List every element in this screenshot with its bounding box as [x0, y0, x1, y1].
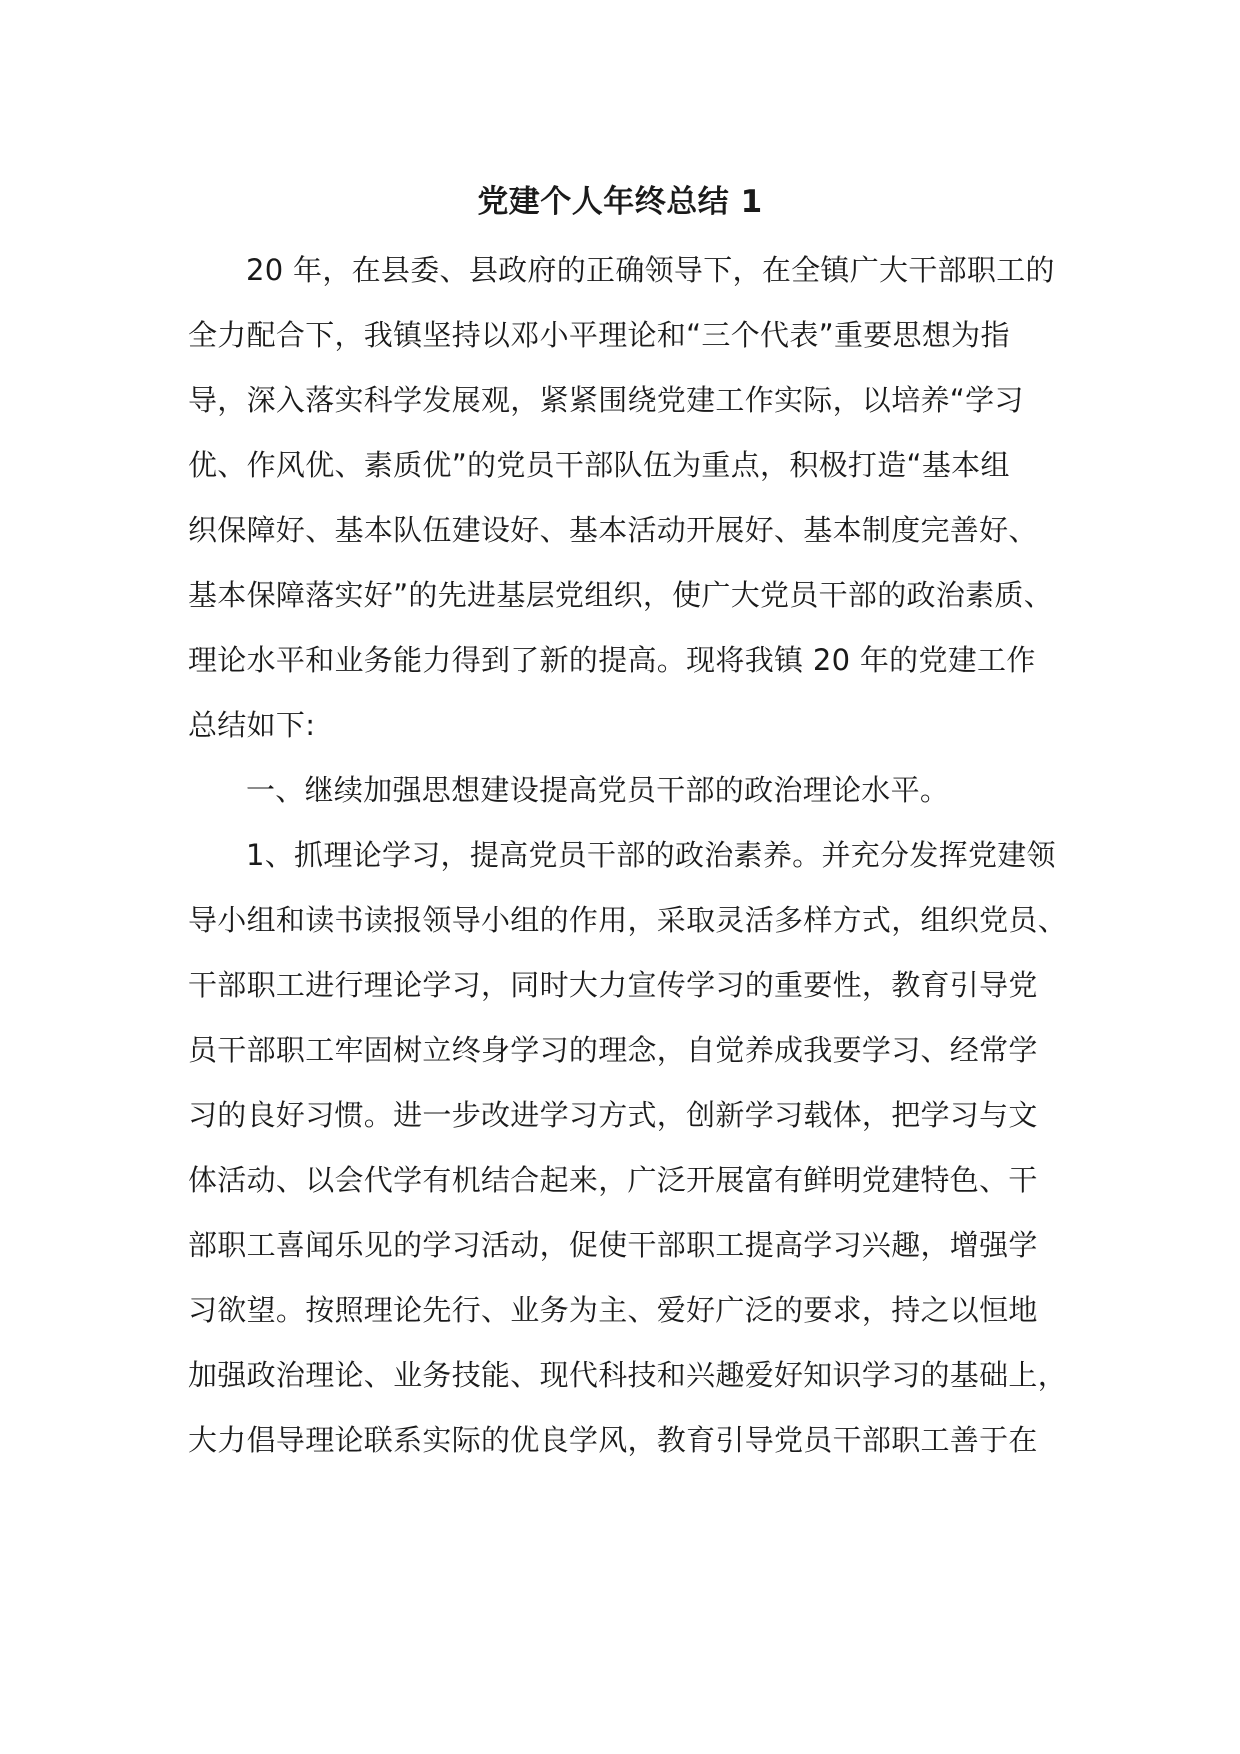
paragraph-line: 部职工喜闻乐见的学习活动，促使干部职工提高学习兴趣，增强学 [188, 1228, 1038, 1262]
section-heading [188, 758, 1058, 823]
paragraph-intro [188, 238, 1058, 758]
document-body [188, 238, 1068, 1473]
paragraph-line: 大力倡导理论联系实际的优良学风，教育引导党员干部职工善于在 [188, 1423, 1038, 1457]
paragraph-line: 习的良好习惯。进一步改进学习方式，创新学习载体，把学习与文 [188, 1098, 1038, 1132]
paragraph-line: 干部职工进行理论学习，同时大力宣传学习的重要性，教育引导党 [188, 968, 1038, 1002]
document-title: 党建个人年终总结 1 [477, 184, 763, 220]
paragraph-line: 20 年，在县委、县政府的正确领导下，在全镇广大干部职工的 [246, 253, 1055, 287]
paragraph-line: 一、继续加强思想建设提高党员干部的政治理论水平。 [246, 773, 950, 807]
paragraph-line: 习欲望。按照理论先行、业务为主、爱好广泛的要求，持之以恒地 [188, 1293, 1038, 1327]
paragraph-line: 优、作风优、素质优”的党员干部队伍为重点，积极打造“基本组 [188, 448, 1010, 482]
paragraph-line: 基本保障落实好”的先进基层党组织，使广大党员干部的政治素质、 [188, 578, 1054, 612]
paragraph-item-1 [188, 823, 1068, 1473]
paragraph-line: 织保障好、基本队伍建设好、基本活动开展好、基本制度完善好、 [188, 513, 1038, 547]
paragraph-line: 员干部职工牢固树立终身学习的理念，自觉养成我要学习、经常学 [188, 1033, 1038, 1067]
paragraph-line: 体活动、以会代学有机结合起来，广泛开展富有鲜明党建特色、干 [188, 1163, 1038, 1197]
paragraph-line: 理论水平和业务能力得到了新的提高。现将我镇 20 年的党建工作 [188, 643, 1036, 677]
paragraph-line: 导，深入落实科学发展观，紧紧围绕党建工作实际，以培养“学习 [188, 383, 1024, 417]
paragraph-line: 总结如下: [188, 708, 316, 742]
paragraph-line: 导小组和读书读报领导小组的作用，采取灵活多样方式，组织党员、 [188, 903, 1068, 937]
paragraph-line: 加强政治理论、业务技能、现代科技和兴趣爱好知识学习的基础上， [188, 1358, 1068, 1392]
paragraph-line: 1、抓理论学习，提高党员干部的政治素养。并充分发挥党建领 [246, 838, 1056, 872]
paragraph-line: 全力配合下，我镇坚持以邓小平理论和“三个代表”重要思想为指 [188, 318, 1010, 352]
